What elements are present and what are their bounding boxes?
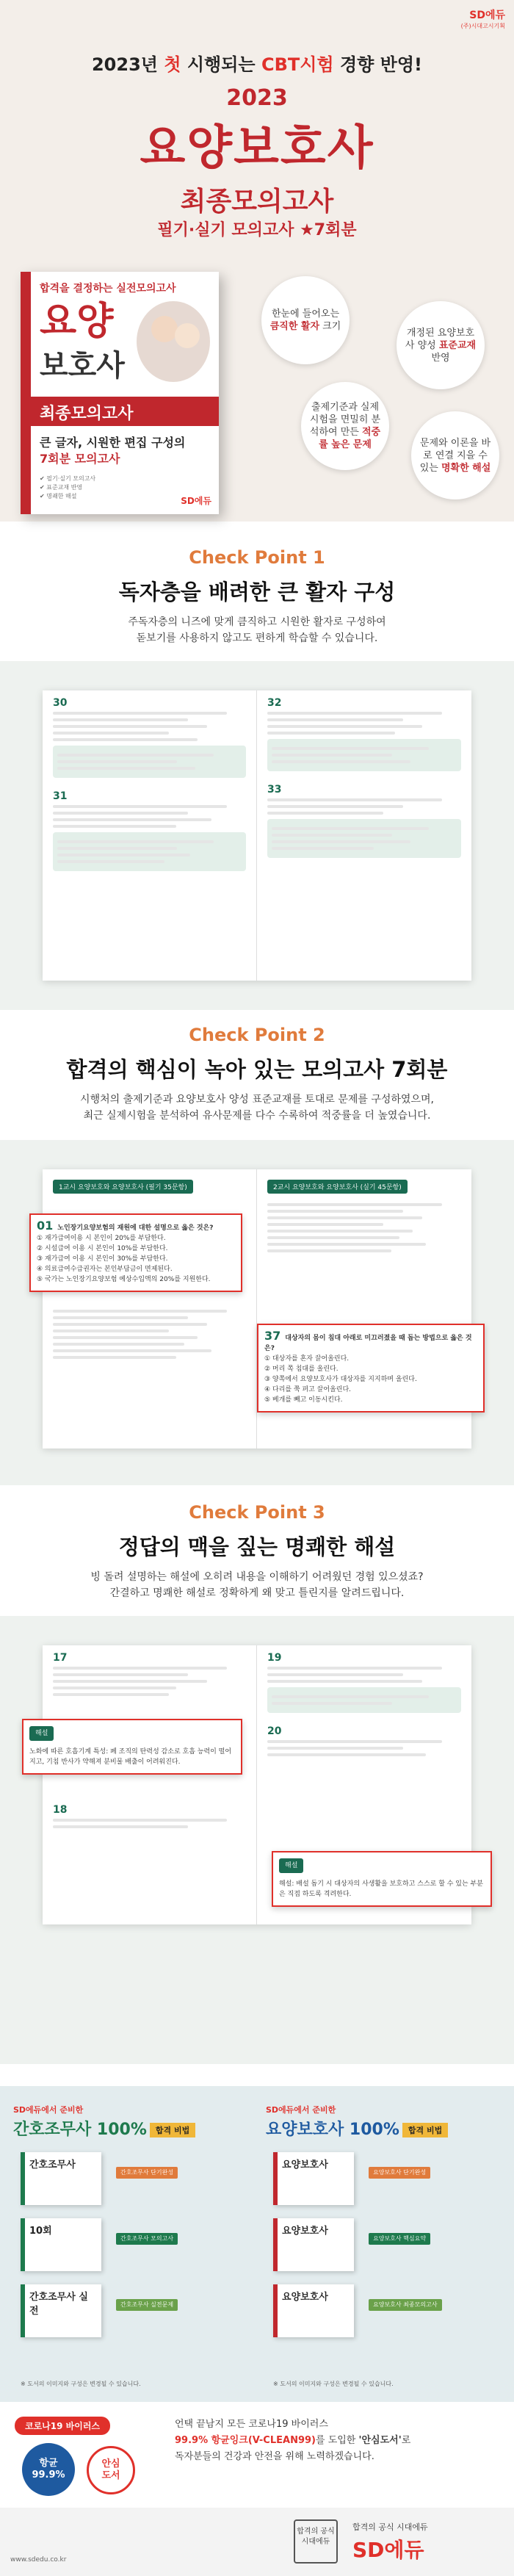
promo-book-label: 간호조무사 실전문제 [116,2299,178,2311]
publisher-seal: 합격의 공식 시대에듀 [294,2519,338,2564]
text-line [267,732,395,735]
circle-text: 문제와 이론을 바로 연결 지을 수 있는 [419,437,491,474]
promo-book[interactable]: 간호조무사 실전 [21,2284,101,2337]
brand-logo-text: SD에듀 [469,10,505,21]
book-page-left [43,1645,257,1924]
face-illustration [175,323,200,348]
highlighted-explanation [272,1851,492,1907]
corona-line: 를 도입한 [316,2435,359,2446]
text-line [267,712,442,715]
highlighted-explanation [22,1719,242,1775]
explanation-text: 노화에 따른 호흡기계 특성: 폐 조직의 탄력성 감소로 호흡 능력이 떨어지고, 기침 반사가 약해져 분비물 배출이 어려워진다. [29,1748,232,1766]
promo-book-label: 간호조무사 모의고사 [116,2233,178,2245]
promo-book[interactable]: 간호조무사 [21,2152,101,2205]
question-number: 01 [37,1219,54,1233]
check-point-3-sample-area [0,1616,514,2064]
question-number: 20 [267,1725,282,1737]
book-bullet: ✔ 표준교재 반영 [40,484,83,491]
promo-title [13,2117,195,2140]
question-number: 32 [267,697,282,709]
desc-line: 최근 실제시험을 분석하여 유사문제를 다수 수록하여 적중률을 더 높였습니다. [83,1110,431,1122]
hero-year: 2023 [226,85,288,111]
book-page-left [43,1169,257,1448]
badge-line: 99.9% [32,2469,65,2481]
answer-box [53,746,246,778]
question-option: ① 대상자를 혼자 끌어올린다. [264,1355,350,1363]
promo-book[interactable]: 요양보호사 [273,2218,354,2271]
text-line [267,1230,413,1233]
brand-sub-text: (주)시대고시기획 [460,23,505,29]
check-point-1-title: Check Point 1 [189,547,325,568]
question-option: ④ 의료급여수급권자는 본인부담금이 면제된다. [37,1266,173,1273]
corona-text [175,2417,410,2465]
text-line [53,805,227,808]
text-line [57,760,177,763]
text-line [272,754,392,757]
book-feature-line: 큰 글자, 시원한 편집 구성의 [40,436,186,450]
question-number: 17 [53,1652,68,1664]
book-page-right [257,690,471,981]
desc-line: 간결하고 명쾌한 해설로 정확하게 왜 맞고 틀린지를 알려드립니다. [109,1587,405,1599]
check-point-2-desc [0,1092,514,1124]
brand-logo [461,7,505,30]
text-line [272,827,429,830]
desc-line: 시행처의 출제기준과 요양보호사 양성 표준교재를 토대로 문제를 구성하였으며, [80,1094,434,1105]
text-line [267,1203,442,1206]
question [53,790,246,802]
desc-line: 주독자층의 니즈에 맞게 큼직하고 시원한 활자로 구성하여 [128,616,386,628]
text-line [57,847,177,850]
book-photo [137,301,210,382]
promo-book-label: 요양보호사 최종모의고사 [369,2299,442,2311]
headline-highlight: 첫 [164,54,181,75]
promo-column-right [266,2086,508,2402]
question-number: 30 [53,697,68,709]
feature-circle [411,411,499,499]
text-line [267,812,383,815]
book-feature [40,435,185,467]
text-line [267,1216,422,1219]
text-line [272,834,392,837]
text-line [267,1243,426,1246]
promo-header [266,2104,448,2140]
question-option: ① 재가급여이용 시 본인이 20%를 부담한다. [37,1235,166,1242]
book-tagline: 합격을 결정하는 실전모의고사 [40,283,176,295]
text-line [267,1210,403,1213]
hero-title: 요양보호사 [140,121,374,176]
circle-text: 개정된 요양보호사 양성 [405,327,475,351]
circle-highlight: 큼직한 활자 [269,321,320,332]
promo-section [0,2086,514,2402]
question [53,699,246,708]
footer-url[interactable]: www.sdedu.co.kr [10,2556,67,2564]
book-bullet: ✔ 필기·실기 모의고사 [40,475,96,482]
check-point-3-heading: 정답의 맥을 짚는 명쾌한 해설 [118,1534,396,1559]
text-line [53,1310,227,1313]
check-point-1-desc [0,614,514,646]
check-point-1-sample-area [0,661,514,1010]
headline-highlight: CBT시험 [261,54,334,75]
check-point-3-title: Check Point 3 [189,1502,325,1523]
question-option: ③ 양쪽에서 요양보호사가 대상자를 지지하며 올린다. [264,1376,417,1383]
text-line [53,1686,176,1689]
corona-tag: 코로나19 바이러스 [15,2417,110,2435]
corona-line: 로 [401,2435,411,2446]
feature-circle [397,301,485,389]
text-line [267,1673,403,1676]
text-line [57,860,164,863]
promo-title-text: 요양보호사 100% [266,2121,399,2139]
circle-highlight: 명확한 해설 [441,462,491,474]
badge-line: 도서 [101,2470,120,2481]
question-number: 19 [267,1652,282,1664]
check-point-2-title: Check Point 2 [189,1025,325,1045]
text-line [267,718,403,721]
text-line [272,1695,429,1698]
text-line [53,1825,188,1828]
corona-line: 언택 끝남지 모든 코로나19 바이러스 [175,2419,328,2430]
question-option: ③ 재가급여 이용 시 본인이 30%를 부담한다. [37,1255,168,1263]
text-line [267,1680,422,1683]
book-band: 최종모의고사 [31,397,219,426]
promo-book[interactable]: 요양보호사 [273,2152,354,2205]
text-line [53,1356,176,1359]
promo-header [13,2104,195,2140]
text-line [57,840,214,843]
highlighted-question [257,1324,485,1413]
page-tab: 2교시 요양보호와 요양보호사 (실기 45문항) [267,1180,408,1194]
text-line [272,840,410,843]
text-line [272,847,374,850]
text-line [267,1753,426,1756]
answer-box [53,832,246,871]
check-point-2-heading: 합격의 핵심이 녹아 있는 모의고사 7회분 [66,1057,448,1082]
text-line [57,754,214,757]
question-option: ⑤ 국가는 노인장기요양보험 예상수입액의 20%를 지원한다. [37,1276,211,1283]
book-bullet: ✔ 명쾌한 해설 [40,493,77,499]
footer [0,2508,514,2576]
book-spread [43,690,471,981]
book-feature-line: 7회분 모의고사 [40,452,120,466]
text-line [53,1316,188,1319]
text-line [267,1747,403,1750]
text-line [53,812,188,815]
answer-box [267,739,461,771]
explanation-text: 해설: 배설 돕기 시 대상자의 사생활을 보호하고 스스로 할 수 있는 부분은 직접 하도록 격려한다. [279,1880,483,1898]
text-line [53,818,211,821]
text-line [53,1343,184,1346]
safe-book-badge [87,2446,135,2494]
text-line [53,1819,227,1822]
headline-part: 시행되는 [181,54,261,75]
desc-line: 돋보기를 사용하지 않고도 편하게 학습할 수 있습니다. [136,632,378,644]
promo-book[interactable]: 10회 [21,2218,101,2271]
page-tab: 1교시 요양보호와 요양보호사 (필기 35문항) [53,1180,193,1194]
circle-text: 크기 [319,321,341,332]
text-line [272,1702,392,1705]
text-line [267,1236,399,1239]
question [267,699,461,708]
circle-text: 한눈에 들어오는 [271,309,340,320]
promo-book-label: 간호조무사 단기완성 [116,2167,178,2179]
question-number: 33 [267,784,282,795]
question-option: ⑤ 베개를 빼고 이동시킨다. [264,1396,343,1404]
check-point-1-heading: 독자층을 배려한 큰 활자 구성 [118,580,396,605]
circle-text: 반영 [431,352,450,364]
question [53,1654,246,1663]
text-line [53,738,198,741]
text-line [53,1349,211,1352]
promo-book-label: 요양보호사 핵심요약 [369,2233,430,2245]
promo-title-text: 간호조무사 100% [13,2121,147,2139]
promo-logo: SD에듀에서 준비한 [266,2105,336,2115]
question-number: 31 [53,790,68,802]
text-line [53,1667,227,1670]
text-line [267,798,442,801]
explanation-tag: 해설 [29,1726,54,1741]
desc-line: 빙 돌려 설명하는 해설에 오히려 내용을 이해하기 어려웠던 경험 있으셨죠? [90,1571,424,1583]
hero-subtitle-2: 필기·실기 모의고사 ★7회분 [157,221,357,239]
promo-book-label: 요양보호사 단기완성 [369,2167,430,2179]
promo-column-left [13,2086,256,2402]
answer-box [267,1687,461,1713]
question-option: ② 시설급여 이용 시 본인이 10%를 부담한다. [37,1245,168,1252]
question-text: 대상자의 몸이 침대 아래로 미끄러졌을 때 돕는 방법으로 옳은 것은? [264,1335,472,1352]
feature-circle [301,382,389,470]
book-cover [21,272,219,514]
headline-part: 경향 반영! [333,54,423,75]
text-line [53,732,169,735]
text-line [267,1223,383,1226]
book-publisher-logo: SD에듀 [181,496,211,506]
text-line [53,1336,198,1339]
pass-badge[interactable]: 합격 비법 [402,2123,448,2137]
feature-circle [261,276,350,364]
antibacterial-badge [22,2443,75,2496]
corona-highlight: 99.9% 항균잉크(V-CLEAN99) [175,2435,316,2446]
badge-line: 안심 [101,2458,120,2469]
question [267,786,461,795]
book-title-2: 보호사 [40,349,125,383]
antibacterial-section [0,2405,514,2508]
text-line [272,747,429,750]
text-line [53,712,227,715]
text-line [53,1323,207,1326]
text-line [53,1673,188,1676]
face-illustration [151,316,178,342]
text-line [53,825,176,828]
text-line [57,854,190,856]
question [53,1806,246,1815]
book-bullets [40,475,95,501]
circle-highlight: 표준교재 [438,339,477,351]
pass-badge[interactable]: 합격 비법 [150,2123,195,2137]
check-point-2-sample-area [0,1140,514,1485]
question-option: ② 머리 쪽 침대를 올린다. [264,1365,339,1373]
text-line [53,1330,169,1332]
promo-note: ※ 도서의 이미지와 구성은 변경될 수 있습니다. [273,2381,394,2387]
promo-logo: SD에듀에서 준비한 [13,2105,84,2115]
text-line [267,805,403,808]
highlighted-question [29,1213,242,1292]
text-line [53,718,188,721]
headline-part: 2023년 [91,54,164,75]
hero-headline [0,50,514,76]
corona-line: 독자분들의 건강과 안전을 위해 노력하겠습니다. [175,2451,374,2462]
question-option: ④ 다리를 쭉 펴고 끌어올린다. [264,1386,352,1393]
hero-subtitle: 최종모의고사 [180,187,334,217]
check-point-3-desc [0,1569,514,1601]
corona-bold: '안심도서' [358,2435,402,2446]
text-line [53,1693,169,1696]
text-line [53,725,207,728]
text-line [272,760,410,763]
text-line [267,1740,442,1743]
footer-logo[interactable]: SD에듀 [352,2538,424,2562]
book-page-left [43,690,257,981]
text-line [267,725,422,728]
text-line [267,1667,442,1670]
promo-title [266,2117,448,2140]
question [267,1654,461,1663]
circle-highlight: 적중률 높은 문제 [319,427,381,450]
book-title-1: 요양 [40,300,114,344]
text-line [267,1249,391,1252]
answer-box [267,819,461,858]
question-number: 18 [53,1804,68,1816]
hero-section [0,0,514,522]
badge-line: 항균 [39,2458,58,2469]
text-line [53,1680,207,1683]
question [267,1725,461,1737]
explanation-tag: 해설 [279,1858,303,1873]
question-text: 노인장기요양보험의 재원에 대한 설명으로 옳은 것은? [57,1224,214,1232]
promo-note: ※ 도서의 이미지와 구성은 변경될 수 있습니다. [21,2381,141,2387]
circle-text: 출제기준과 실제시험을 면밀히 분석하여 만든 [309,402,381,438]
footer-slogan: 합격의 공식 시대에듀 [352,2522,428,2532]
promo-book[interactable]: 요양보호사 [273,2284,354,2337]
text-line [57,767,195,770]
question-number: 37 [264,1329,281,1343]
